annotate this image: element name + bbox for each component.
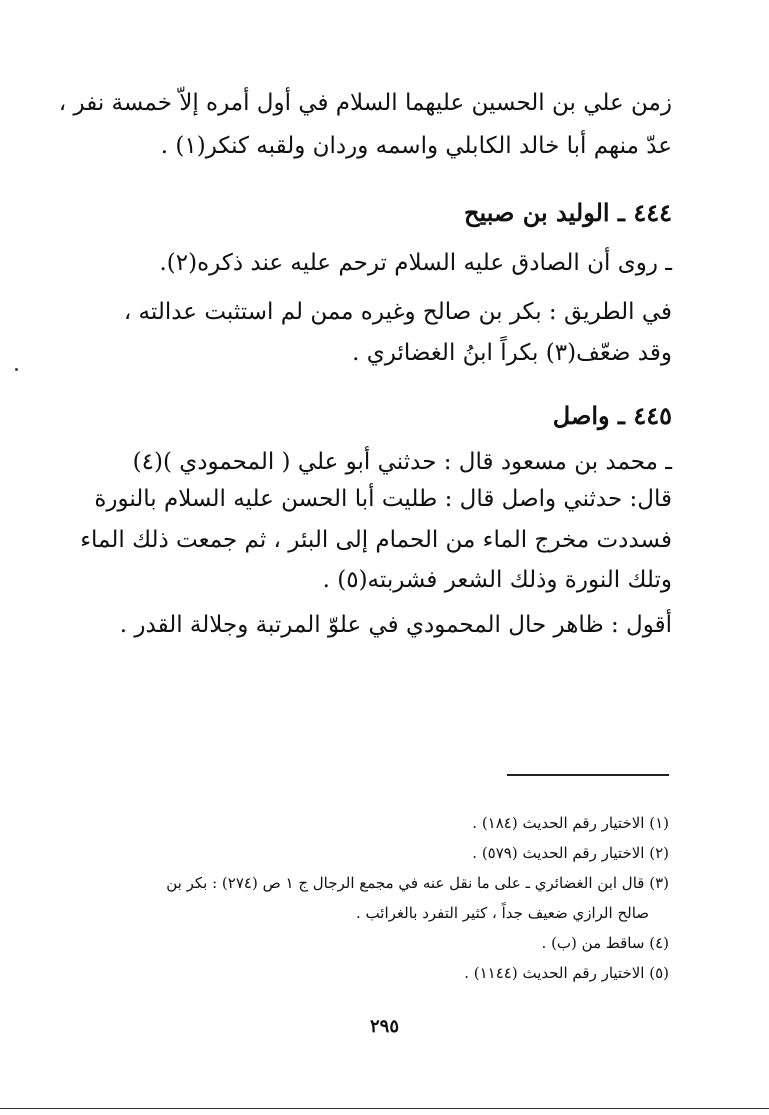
- scan-bottom-edge: [0, 1108, 769, 1109]
- margin-speck: [15, 368, 18, 371]
- entry-445-line-1: ـ محمد بن مسعود قال : حدثني أبو علي ( المحمودي )(٤): [132, 449, 672, 475]
- footnote-3: (٣) قال ابن الغضائري ـ على ما نقل عنه في مجمع الرجال ج ١ ص (٢٧٤) : بكر بن: [166, 874, 669, 892]
- footnote-2: (٢) الاختيار رقم الحديث (٥٧٩) .: [472, 844, 669, 862]
- entry-445-line-2: قال: حدثني واصل قال : طليت أبا الحسن عليه السلام بالنورة: [94, 486, 672, 512]
- body-line-1: زمن علي بن الحسين عليهما السلام في أول أمره إلاّ خمسة نفر ،: [58, 90, 672, 116]
- entry-445-line-4: وتلك النورة وذلك الشعر فشربته(٥) .: [322, 567, 672, 593]
- entry-444-line-1: ـ روى أن الصادق عليه السلام ترحم عليه عند ذكره(٢).: [159, 250, 672, 276]
- entry-445-heading: ٤٤٥ ـ واصل: [552, 401, 672, 430]
- page-number: ٢٩٥: [369, 1016, 399, 1037]
- entry-444-line-3: وقد ضعّف(٣) بكراً ابنُ الغضائري .: [352, 340, 672, 366]
- footnote-5: (٥) الاختيار رقم الحديث (١١٤٤) .: [464, 964, 669, 982]
- entry-444-heading: ٤٤٤ ـ الوليد بن صبيح: [464, 198, 672, 227]
- footnote-3-continuation: صالح الرازي ضعيف جداً ، كثير التفرد بالغرائب .: [356, 904, 649, 922]
- entry-445-line-3: فسددت مخرج الماء من الحمام إلى البئر ، ثم جمعت ذلك الماء: [80, 527, 672, 553]
- footnote-1: (١) الاختيار رقم الحديث (١٨٤) .: [472, 814, 669, 832]
- entry-445-line-5: أقول : ظاهر حال المحمودي في علوّ المرتبة وجلالة القدر .: [119, 612, 672, 638]
- footnote-4: (٤) ساقط من (ب) .: [541, 934, 669, 952]
- body-line-2: عدّ منهم أبا خالد الكابلي واسمه وردان ولقبه كنكر(١) .: [160, 133, 672, 159]
- footnote-separator: [507, 774, 669, 776]
- entry-444-line-2: في الطريق : بكر بن صالح وغيره ممن لم استثبت عدالته ،: [123, 299, 672, 325]
